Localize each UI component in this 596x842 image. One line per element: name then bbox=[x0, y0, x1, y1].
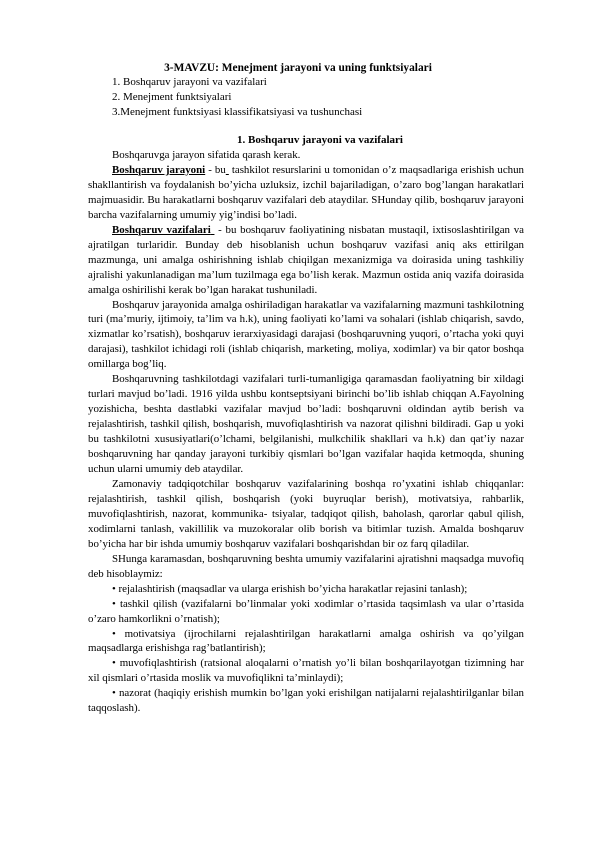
bullet-item bbox=[88, 582, 524, 597]
definition-text: - bu boshqaruv faoliyatining nisbatan mustaqil, ixtisoslashtirilgan va ajratilgan turlaridir. Bunday deb hisoblanish uchun boshqaruv vazifasi aniq aks ettirilgan mazmunga, uni amalga oshirishning ishlab chiqilgan mexanizmiga va doirasida uning tashkiliy ajralishi yakunlanadigan ma’lum tuzilmaga ega bo’lish kerak. Mazmun ostida aniq vazifa doirasida amalga oshirilishi kerak bo’lgan harakat tushuniladi. bbox=[88, 223, 524, 296]
bullet-text: rejalashtirish (maqsadlar va ularga erishish bo’yicha harakatlar rejasini tanlash); bbox=[115, 582, 468, 595]
paragraph: SHunga karamasdan, boshqaruvning beshta umumiy vazifalarini ajratishni maqsadga muvofiq deb hisoblaymiz: bbox=[88, 552, 524, 580]
paragraph: Zamonaviy tadqiqotchilar boshqaruv vazifalarining boshqa ro’yxatini ishlab chiqqanlar: rejalashtirish, tashkil qilish, boshqarish (yoki buyruqlar berish), motivatsiya, rahbarlik, muvofiqlashtirish, nazorat, kommunika- tsiyalar, tadqiqot qilish, baholash, qarorlar qabul qilish, xodimlarni tanlash, vakillilik va muzokoralar olib borish va bitimlar tuzish. Amalda boshqaruv bo’yicha har bir ishda umumiy boshqaruv vazifalari boshqarishdan bir oz farq qiladilar. bbox=[88, 477, 524, 550]
bullet-item bbox=[88, 627, 524, 657]
paragraph bbox=[88, 163, 524, 223]
topic-title: 3-MAVZU: Menejment jarayoni va uning funktsiyalari bbox=[164, 62, 432, 74]
paragraph: Boshqaruvning tashkilotdagi vazifalari turli-tumanligiga qaramasdan faoliyatning bir xildagi turlari mavjud bo’ladi. 1916 yilda ushbu kontseptsiyani birinchi bo’lib ishlab chiqqan A.Fayolning yozishicha, beshta dastlabki vazifalar mavjud bo’ladi: boshqaruvni oldindan aytib berish va rejalashtirish, tashkil qilish, boshqarish, muvofiqlashtirish va nazorat qilishni bildiradi. Gap u yoki bu tashkilotni xususiyatlari(o’lchami, belgilanishi, mulkchilik shakllari va h.k) dan qat’iy nazar boshqaruvning har qanday jarayoni turkibiy qismlari bo’lgan vazifalar haqida ketmoqda, shuning uchun ularni umumiy deb ataydilar. bbox=[88, 373, 524, 476]
term-boshqaruv-jarayoni: Boshqaruv jarayoni bbox=[112, 163, 206, 176]
bullet-text: tashkil qilish (vazifalarni bo’linmalar yoki xodimlar o’rtasida taqsimlash va ular o’rtasida o’zaro hamkorlikni o’rnatish); bbox=[88, 597, 524, 625]
bullet-item bbox=[88, 597, 524, 627]
bullet-icon: • bbox=[112, 657, 116, 670]
topic-outline bbox=[112, 75, 362, 120]
paragraph: Boshqaruv jarayonida amalga oshiriladigan harakatlar va vazifalarning mazmuni tashkilotning turi (ma’muriy, ijtimoiy, ta’lim va h.k), uning faoliyati ko’lami va sohalari (ishlab chiqarish, savdo, xizmatlar ko’rsatish), boshqaruv ierarxiyasidagi darajasi (boshqaruvning yuqori, o’rtacha yoki quyi darajasi), tashkilot ichidagi roli (ishlab chiqarish, marketing, moliya, xodimlar) va bir qator boshqa omillarga bog’liq. bbox=[88, 298, 524, 371]
bullet-text: nazorat (haqiqiy erishish mumkin bo’lgan yoki erishilgan natijalarni rejalashtirilganlar bilan taqqoslash). bbox=[88, 687, 524, 715]
term-dash: - bu bbox=[205, 163, 226, 176]
body-text bbox=[88, 148, 524, 716]
outline-item-1: 1. Boshqaruv jarayoni va vazifalari bbox=[112, 76, 267, 88]
section-heading: 1. Boshqaruv jarayoni va vazifalari bbox=[237, 134, 403, 146]
bullet-icon: • bbox=[112, 597, 116, 610]
bullet-item bbox=[88, 686, 524, 716]
bullet-icon: • bbox=[112, 627, 116, 640]
bullet-text: muvofiqlashtirish (ratsional aloqalarni o’rnatish yo’li bilan boshqarilayotgan tizimning har xil qismlari o’rtasida moslik va muvofiqlikni ta’minlaydi); bbox=[88, 657, 524, 685]
term-boshqaruv-vazifalari: Boshqaruv vazifalari bbox=[112, 223, 211, 236]
outline-item-3: 3.Menejment funktsiyasi klassifikatsiyasi va tushunchasi bbox=[112, 106, 363, 118]
paragraph: Boshqaruvga jarayon sifatida qarash kerak. bbox=[112, 149, 301, 161]
bullet-icon: • bbox=[112, 582, 116, 595]
bullet-text: motivatsiya (ijrochilarni rejalashtirilgan harakatlarni amalga oshirish va qo’yilgan maqsadlarga erishishga rag’batlantirish); bbox=[88, 627, 524, 655]
outline-item-2: 2. Menejment funktsiyalari bbox=[112, 91, 232, 103]
bullet-icon: • bbox=[112, 687, 116, 700]
bullet-item bbox=[88, 656, 524, 686]
definition-text: tashkilot resurslarini u tomonidan o’z maqsadlariga erishish uchun shakllantirish va foydalanish bo’yicha uzluksiz, izchil bajariladigan, o’zaro bog’langan harakatlari majmuasidir. Bu harakatlarni boshqaruv vazifalari deb ataydilar. SHunday qilib, boshqaruv jarayoni barcha vazifalarning umumiy yig’indisi bo’ladi. bbox=[88, 163, 525, 221]
paragraph bbox=[88, 223, 524, 298]
